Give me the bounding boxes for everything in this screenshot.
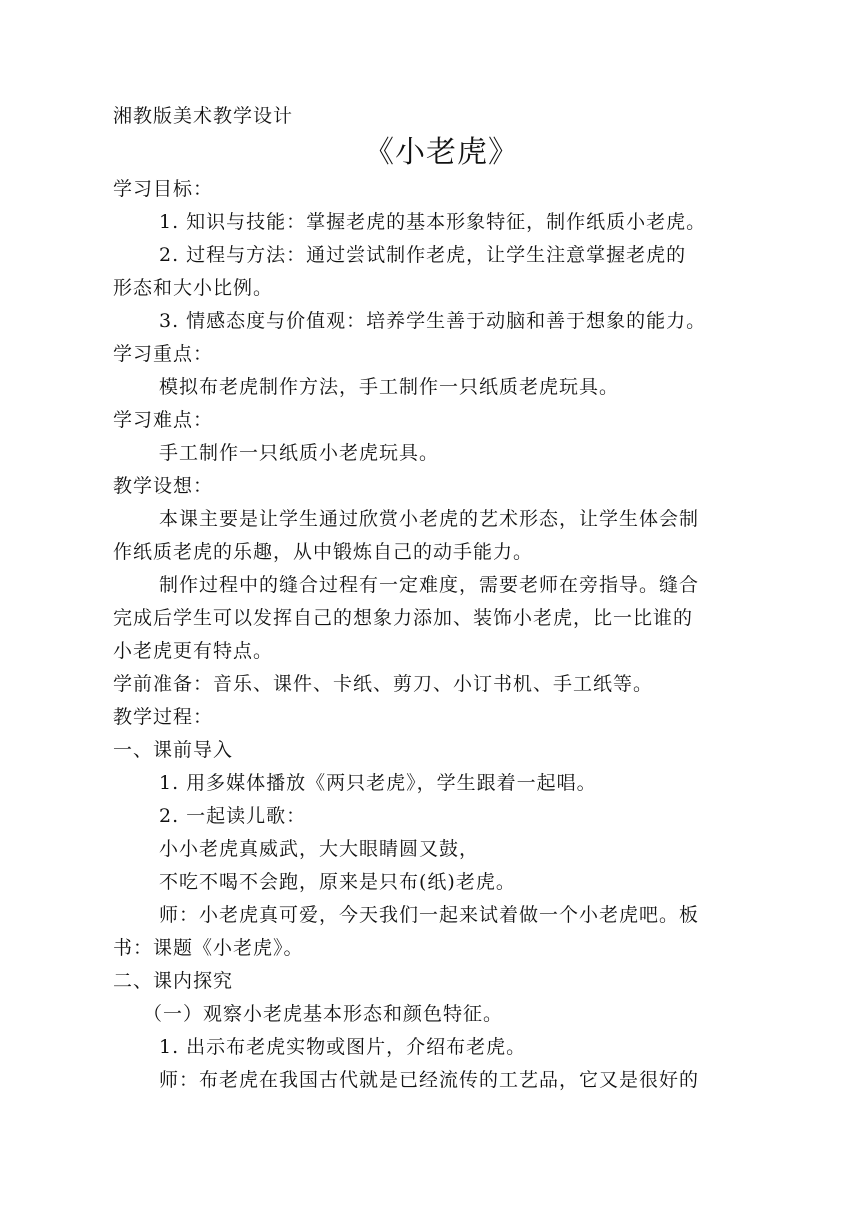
difficulty-heading: 学习难点： — [113, 409, 214, 431]
design-heading: 教学设想： — [113, 475, 214, 497]
design-paragraph-1-line-2: 作纸质老虎的乐趣，从中锻炼自己的动手能力。 — [113, 541, 534, 563]
objective-3: 3. 情感态度与价值观：培养学生善于动脑和善于想象的能力。 — [159, 310, 707, 332]
process-heading: 教学过程： — [113, 706, 214, 728]
objective-1: 1. 知识与技能：掌握老虎的基本形象特征，制作纸质小老虎。 — [159, 211, 707, 233]
teacher-remark-2-line-1: 师：布老虎在我国古代就是已经流传的工艺品，它又是很好的 — [159, 1069, 700, 1091]
rhyme-line-1: 小小老虎真威武，大大眼睛圆又鼓， — [159, 838, 480, 860]
design-paragraph-2-line-2: 完成后学生可以发挥自己的想象力添加、装饰小老虎，比一比谁的 — [113, 607, 694, 629]
teacher-remark-1-line-1: 师：小老虎真可爱，今天我们一起来试着做一个小老虎吧。板 — [159, 904, 700, 926]
document-page — [113, 100, 770, 1097]
rhyme-line-2: 不吃不喝不会跑，原来是只布(纸)老虎。 — [159, 871, 516, 893]
key-points-heading: 学习重点： — [113, 343, 214, 365]
objective-2-line-1: 2. 过程与方法：通过尝试制作老虎，让学生注意掌握老虎的 — [159, 244, 687, 266]
teacher-remark-1-line-2: 书：课题《小老虎》。 — [113, 937, 304, 959]
part-1-heading: 一、课前导入 — [113, 739, 234, 761]
part-1-item-1: 1. 用多媒体播放《两只老虎》，学生跟着一起唱。 — [159, 772, 597, 794]
document-header: 湘教版美术教学设计 — [113, 105, 294, 127]
design-paragraph-2-line-3: 小老虎更有特点。 — [113, 640, 274, 662]
objectives-heading: 学习目标： — [113, 178, 214, 200]
document-title: 《小老虎》 — [364, 135, 519, 170]
design-paragraph-1-line-1: 本课主要是让学生通过欣赏小老虎的艺术形态，让学生体会制 — [159, 508, 700, 530]
part-2-item-1: 1. 出示布老虎实物或图片，介绍布老虎。 — [159, 1036, 527, 1058]
part-2-subheading-1: （一）观察小老虎基本形态和颜色特征。 — [143, 1003, 504, 1025]
preparation-text: 学前准备：音乐、课件、卡纸、剪刀、小订书机、手工纸等。 — [113, 673, 654, 695]
objective-2-line-2: 形态和大小比例。 — [113, 277, 274, 299]
part-2-heading: 二、课内探究 — [113, 970, 234, 992]
difficulty-text: 手工制作一只纸质小老虎玩具。 — [159, 442, 440, 464]
design-paragraph-2-line-1: 制作过程中的缝合过程有一定难度，需要老师在旁指导。缝合 — [159, 574, 700, 596]
part-1-item-2: 2. 一起读儿歌： — [159, 805, 307, 827]
key-points-text: 模拟布老虎制作方法，手工制作一只纸质老虎玩具。 — [159, 376, 620, 398]
